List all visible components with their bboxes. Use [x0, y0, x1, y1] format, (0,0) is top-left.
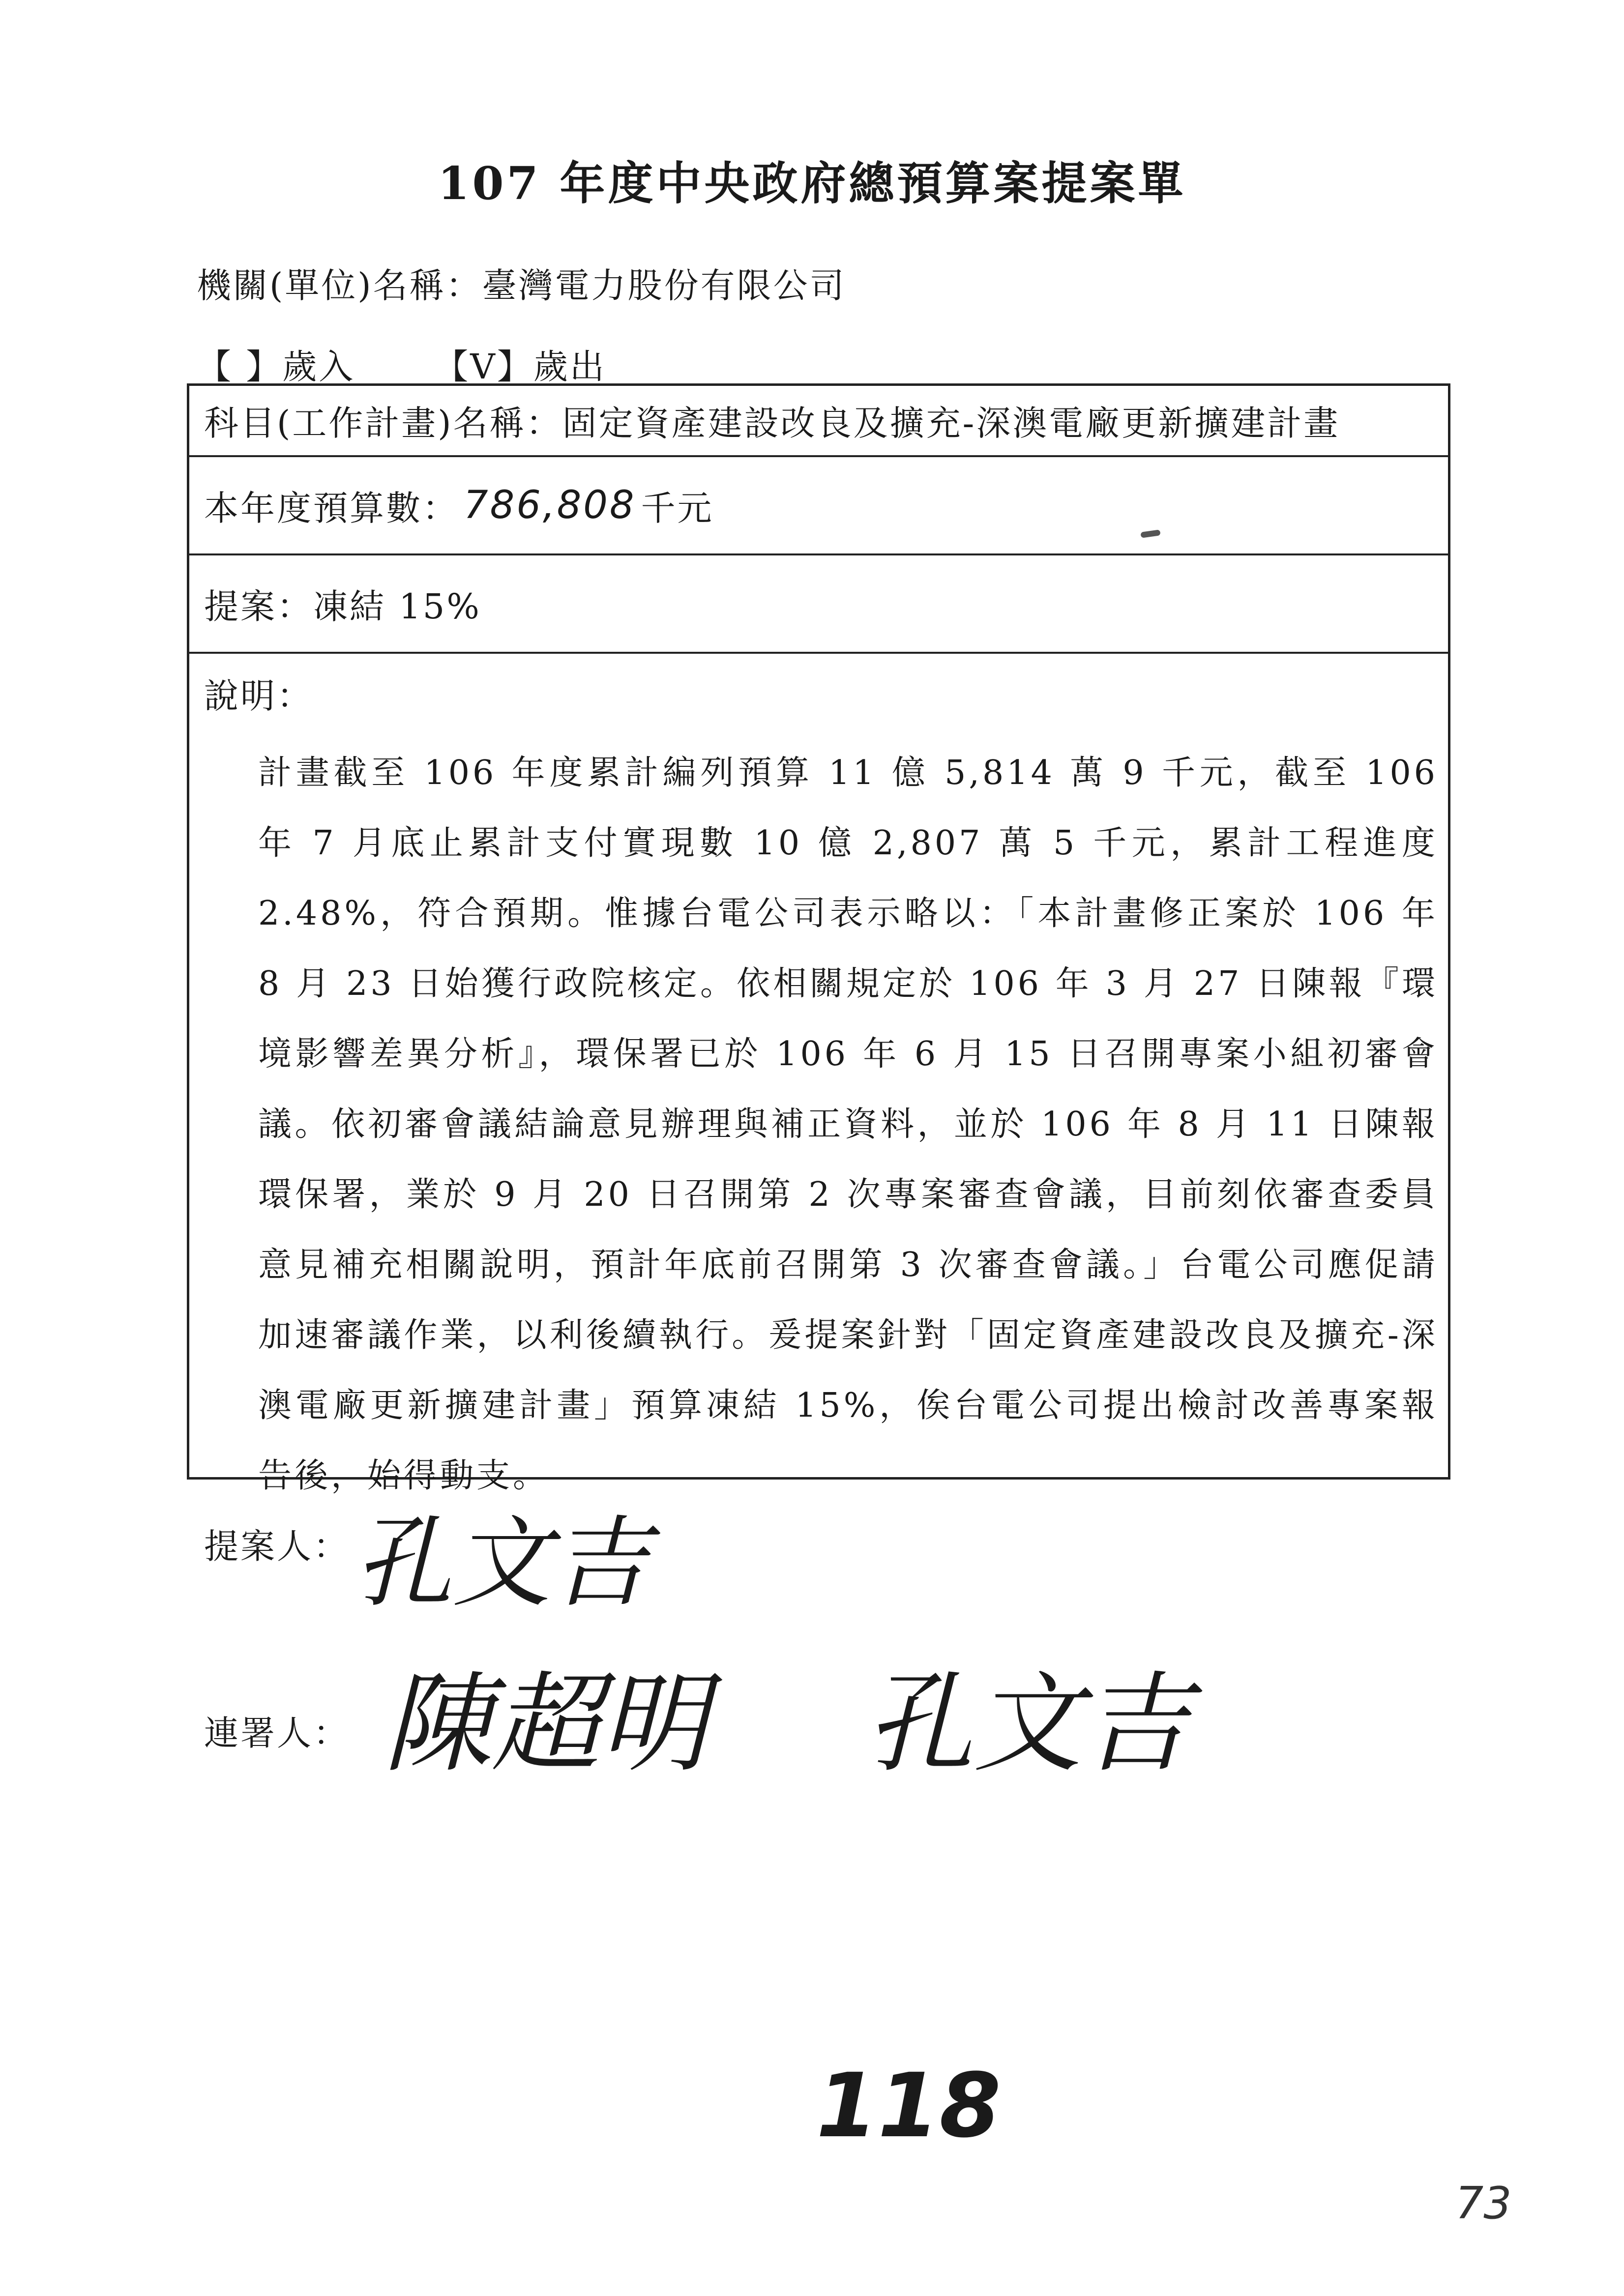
subject-label: 科目(工作計畫)名稱： — [204, 403, 562, 443]
description-label: 說明： — [204, 676, 313, 716]
expenditure-option: 【V】歲出 — [434, 347, 606, 387]
budget-label: 本年度預算數： — [204, 488, 459, 528]
page-number-small: 73 — [1455, 2178, 1512, 2229]
description-row — [189, 654, 1448, 1495]
subject-row — [189, 386, 1448, 457]
proposal-label: 提案： — [204, 586, 313, 627]
proposer-label: 提案人： — [204, 1526, 350, 1567]
budget-unit: 千元 — [641, 488, 714, 528]
proposal-form-table — [187, 383, 1450, 1495]
proposal-row — [189, 555, 1448, 654]
budget-type-line — [197, 339, 606, 389]
revenue-option: 【 】歲入 — [197, 347, 355, 387]
agency-label: 機關(單位)名稱： — [197, 265, 482, 306]
cosigner-signature-1: 陳超明 — [384, 1661, 709, 1787]
proposal-value: 凍結 15% — [313, 586, 481, 627]
description-text: 計畫截至 106 年度累計編列預算 11 億 5,814 萬 9 千元，截至 106 年 7 月底止累計支付實現數 10 億 2,807 萬 5 千元，累計工程進度 2.48%，符合預期。惟據台電公司表示略以：「本計畫修正案於 106 年 8 月 23 日始獲行政院核定。依相關規定於 106 年 3 月 27 日陳報『環境影響差異分析』，環保署已於 106 年 6 月 15 日召開專案小組初審會議。依初審會議結論意見辦理與補正資料，並於 106 年 8 月 11 日陳報環保署，業於 9 月 20 日召開第 2 次專案審查會議，目前刻依審查委員意見補充相關說明，預計年底前召開第 3 次審查會議。」台電公司應促請加速審議作業，以利後續執行。爰提案針對「固定資產建設改良及擴充-深澳電廠更新擴建計畫」預算凍結 15%，俟台電公司提出檢討改善專案報告後，始得動支。 — [258, 754, 1438, 1495]
subject-value: 固定資產建設改良及擴充-深澳電廠更新擴建計畫 — [562, 403, 1340, 443]
budget-value-handwritten: 786,808 — [464, 483, 636, 527]
proposer-signature: 孔文吉 — [354, 1506, 650, 1621]
agency-line — [197, 258, 846, 308]
page-title: 107 年度中央政府總預算案提案單 — [438, 157, 1186, 210]
page-number: 118 — [816, 2055, 1001, 2157]
cosigner-signature-2: 孔文吉 — [865, 1661, 1190, 1787]
budget-row — [189, 457, 1448, 555]
cosigner-label: 連署人： — [204, 1713, 350, 1753]
agency-value: 臺灣電力股份有限公司 — [482, 265, 846, 306]
